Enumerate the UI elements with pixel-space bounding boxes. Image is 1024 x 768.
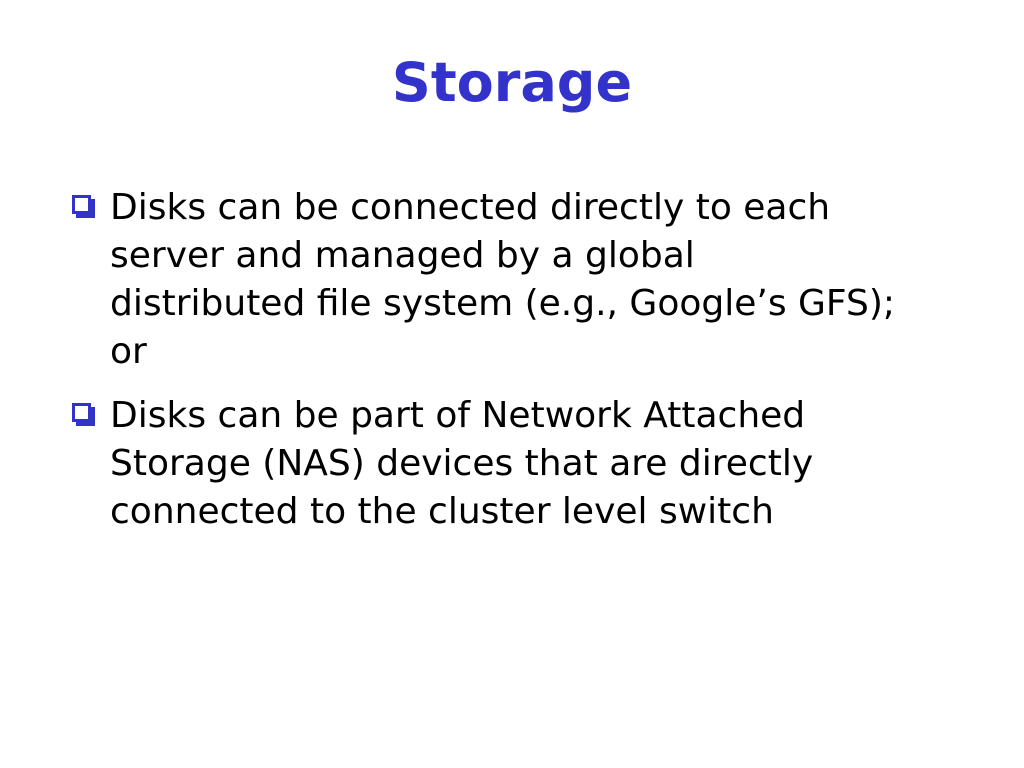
bullet-line: Disks can be connected directly to each <box>110 187 831 228</box>
slide-title: Storage <box>391 51 633 114</box>
bullet-line: server and managed by a global <box>110 235 695 276</box>
square-bullet-icon <box>72 195 91 214</box>
bullet-list <box>68 184 974 552</box>
bullet-item <box>68 184 974 376</box>
bullet-item <box>68 392 974 536</box>
bullet-line: connected to the cluster level switch <box>110 491 774 532</box>
bullet-line: Storage (NAS) devices that are directly <box>110 443 814 484</box>
bullet-line: Disks can be part of Network Attached <box>110 395 806 436</box>
bullet-line: distributed file system (e.g., Google’s GFS); <box>110 283 896 324</box>
square-bullet-icon <box>72 403 91 422</box>
bullet-text <box>110 184 895 376</box>
bullet-line: or <box>110 331 147 372</box>
bullet-text <box>110 392 813 536</box>
